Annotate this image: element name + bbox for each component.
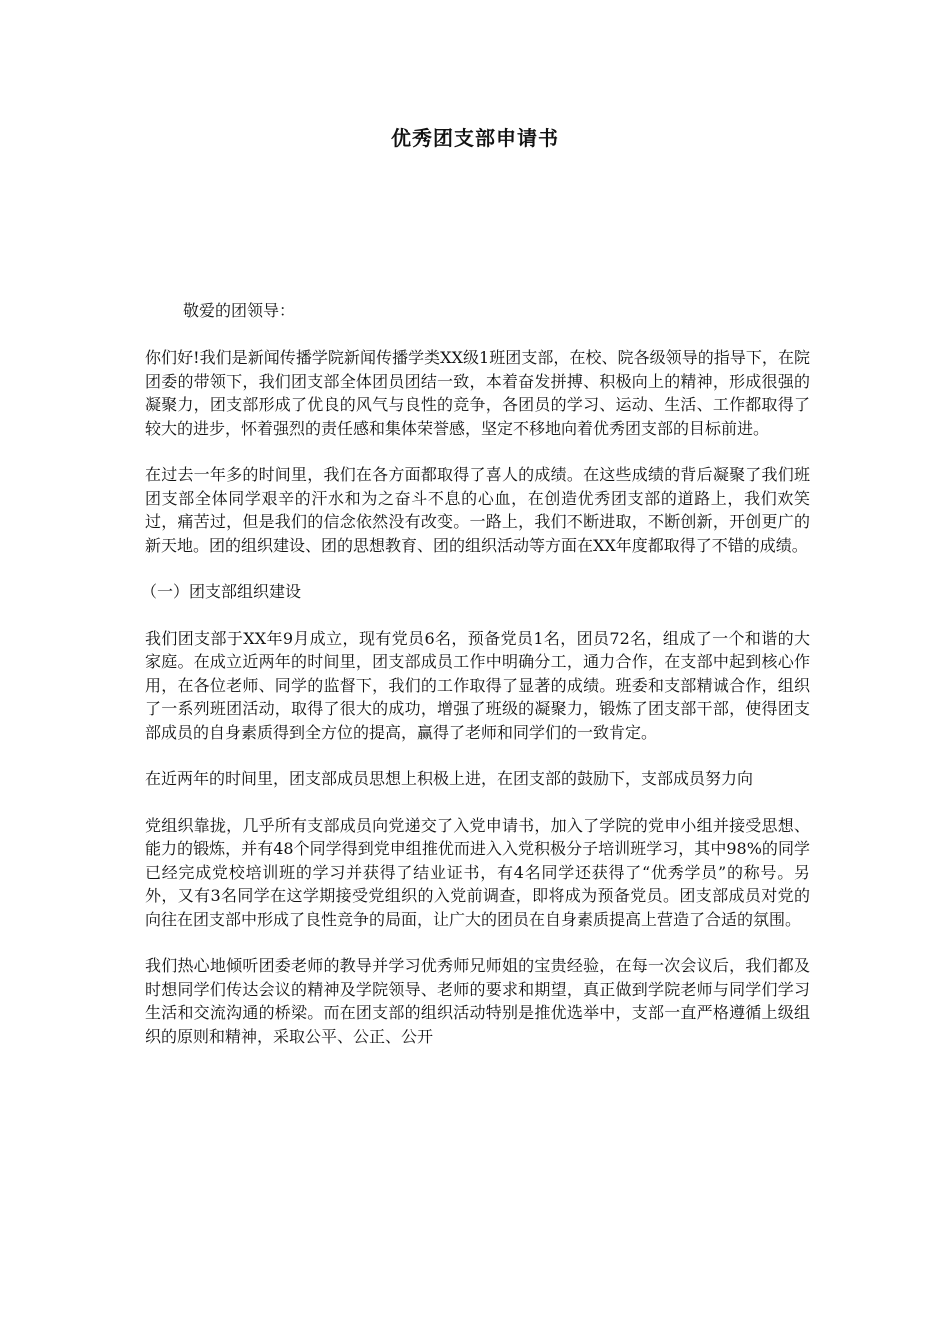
section-heading-organization: （一）团支部组织建设 <box>141 582 302 601</box>
paragraph-achievements: 在过去一年多的时间里，我们在各方面都取得了喜人的成绩。在这些成绩的背后凝聚了我们班团支部全体同学艰辛的汗水和为之奋斗不息的心血，在创造优秀团支部的道路上，我们欢笑过，痛苦过，但是我们的信念依然没有改变。一路上，我们不断进取，不断创新，开创更广的新天地。团的组织建设、团的思想教育、团的组织活动等方面在XX年度都取得了不错的成绩。 <box>145 465 810 555</box>
document-title: 优秀团支部申请书 <box>391 126 559 150</box>
paragraph-communication: 我们热心地倾听团委老师的教导并学习优秀师兄师姐的宝贵经验，在每一次会议后，我们都及时想同学们传达会议的精神及学院领导、老师的要求和期望，真正做到学院老师与同学们学习生活和交流沟通的桥梁。而在团支部的组织活动特别是推优选举中，支部一直严格遵循上级组织的原则和精神，采取公平、公正、公开 <box>145 956 810 1046</box>
paragraph-greeting: 你们好!我们是新闻传播学院新闻传播学类XX级1班团支部，在校、院各级领导的指导下，在院团委的带领下，我们团支部全体团员团结一致，本着奋发拼搏、积极向上的精神，形成很强的凝聚力，团支部形成了优良的风气与良性的竞争，各团员的学习、运动、生活、工作都取得了较大的进步，怀着强烈的责任感和集体荣誉感，坚定不移地向着优秀团支部的目标前进。 <box>145 348 810 438</box>
paragraph-ideology: 在近两年的时间里，团支部成员思想上积极上进，在团支部的鼓励下，支部成员努力向 <box>145 769 754 788</box>
document-body <box>141 346 810 1071</box>
paragraph-party: 党组织靠拢，几乎所有支部成员向党递交了入党申请书，加入了学院的党申小组并接受思想、能力的锻炼，并有48个同学得到党申组推优而进入入党积极分子培训班学习，其中98%的同学已经完成党校培训班的学习并获得了结业证书，有4名同学还获得了“优秀学员”的称号。另外，又有3名同学在这学期接受党组织的入党前调查，即将成为预备党员。团支部成员对党的向往在团支部中形成了良性竞争的局面，让广大的团员在自身素质提高上营造了合适的氛围。 <box>145 815 810 929</box>
paragraph-organization: 我们团支部于XX年9月成立，现有党员6名，预备党员1名，团员72名，组成了一个和谐的大家庭。在成立近两年的时间里，团支部成员工作中明确分工，通力合作，在支部中起到核心作用，在各位老师、同学的监督下，我们的工作取得了显著的成绩。班委和支部精诚合作，组织了一系列班团活动，取得了很大的成功，增强了班级的凝聚力，锻炼了团支部干部，使得团支部成员的自身素质得到全方位的提高，赢得了老师和同学们的一致肯定。 <box>145 628 810 742</box>
salutation: 敬爱的团领导： <box>183 301 296 320</box>
